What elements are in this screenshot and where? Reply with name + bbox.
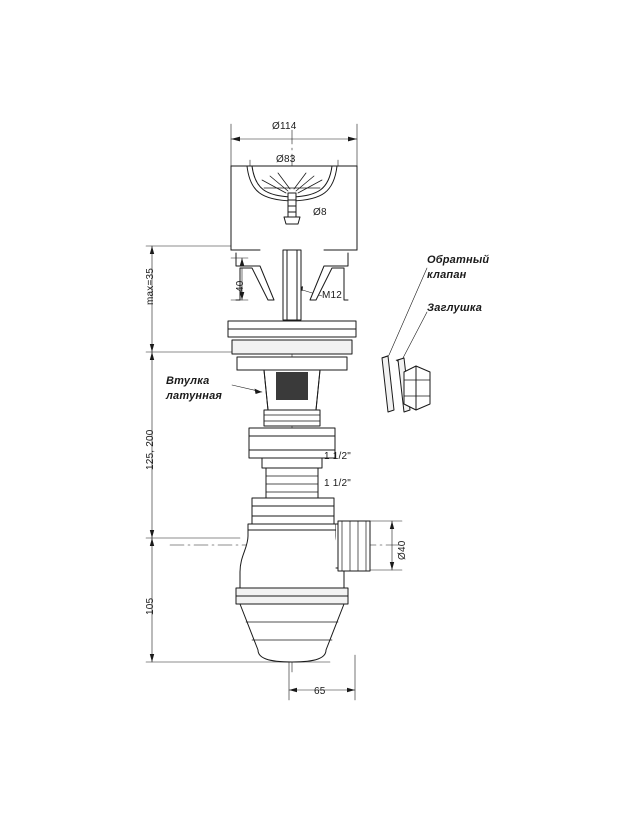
dim-outlet-diameter: Ø40: [397, 540, 408, 560]
dim-pipe-size-top: 1 1/2": [324, 451, 351, 462]
callout-bushing-line1: Втулка: [166, 375, 210, 387]
dim-thread-m12: M12: [322, 290, 343, 301]
dim-strainer-inner: Ø83: [276, 154, 296, 165]
dim-height-main: 125, 200: [145, 429, 156, 470]
dim-offset: 65: [314, 686, 326, 697]
dim-strainer-outer: Ø114: [272, 121, 297, 132]
dim-sink-thickness: 40: [235, 280, 246, 292]
dim-pipe-size-bottom: 1 1/2": [324, 478, 351, 489]
callout-bushing-line2: латунная: [166, 390, 223, 402]
dim-height-bowl: 105: [145, 597, 156, 615]
dim-max-thickness: max=35: [145, 267, 156, 305]
callout-plug: Заглушка: [427, 302, 483, 314]
dim-bolt-diameter: Ø8: [313, 207, 327, 218]
callout-check-valve-line1: Обратный: [427, 254, 490, 266]
callout-check-valve-line2: клапан: [427, 269, 467, 281]
